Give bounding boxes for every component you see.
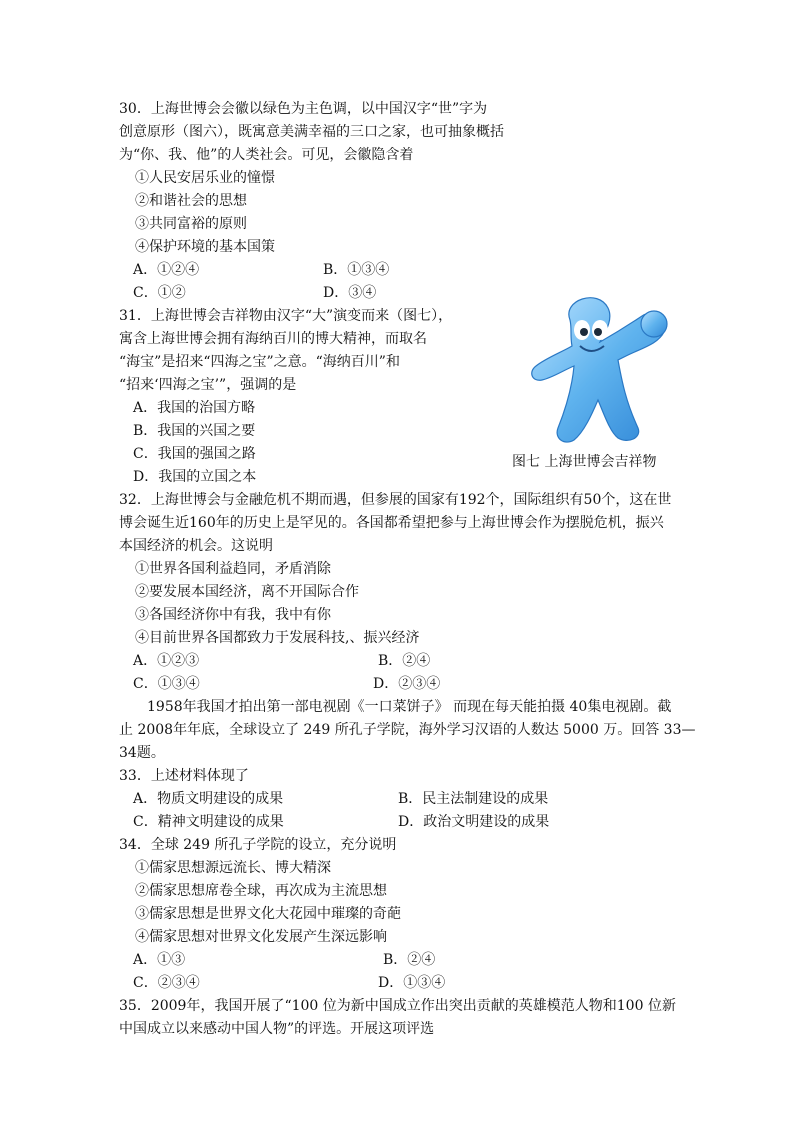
q32-option-c: C．①③④ (133, 676, 200, 692)
q34-item-2: ②儒家思想席卷全球，再次成为主流思想 (135, 883, 387, 899)
q32-item-3: ③各国经济你中有我，我中有你 (135, 607, 331, 623)
q33-option-b: B．民主法制建设的成果 (398, 791, 549, 807)
q35-stem-line-1: 35．2009年，我国开展了“100 位为新中国成立作出突出贡献的英雄模范人物和100 位新 (119, 998, 676, 1014)
q34-item-1: ①儒家思想源远流长、博大精深 (135, 860, 331, 876)
q32-stem-line-2: 博会诞生近160年的历史上是罕见的。各国都希望把参与上海世博会作为摆脱危机，振兴 (119, 515, 664, 531)
q30-option-d: D．③④ (323, 285, 377, 301)
q30-item-2: ②和谐社会的思想 (135, 193, 247, 209)
q31-option-c: C．我国的强国之路 (133, 446, 256, 462)
q33-option-a: A．物质文明建设的成果 (133, 791, 284, 807)
q33-option-d: D．政治文明建设的成果 (398, 814, 550, 830)
q32-item-2: ②要发展本国经济，离不开国际合作 (135, 584, 359, 600)
material-line-3: 34题。 (119, 745, 165, 761)
material-line-2: 止 2008年年底，全球设立了 249 所孔子学院，海外学习汉语的人数达 5000 万。回答 33— (119, 722, 696, 738)
q30-stem-line-2: 创意原形（图六），既寓意美满幸福的三口之家，也可抽象概括 (119, 124, 504, 140)
q32-stem-line-3: 本国经济的机会。这说明 (119, 538, 273, 554)
q31-option-b: B．我国的兴国之要 (133, 423, 256, 439)
q34-option-a: A．①③ (133, 952, 186, 968)
q30-item-3: ③共同富裕的原则 (135, 216, 247, 232)
q31-stem-line-1: 31．上海世博会吉祥物由汉字“大”演变而来（图七）， (119, 308, 453, 324)
q30-item-4: ④保护环境的基本国策 (135, 239, 275, 255)
q32-option-b: B．②④ (378, 653, 431, 669)
q32-item-4: ④目前世界各国都致力于发展科技,、振兴经济 (135, 630, 420, 646)
q34-item-3: ③儒家思想是世界文化大花园中璀璨的奇葩 (135, 906, 401, 922)
material-line-1: 1958年我国才拍出第一部电视剧《一口菜饼子》 而现在每天能拍摄 40集电视剧。截 (147, 699, 672, 715)
q32-option-d: D．②③④ (373, 676, 441, 692)
q34-option-c: C．②③④ (133, 975, 200, 991)
q34-option-d: D．①③④ (378, 975, 446, 991)
q31-option-d: D．我国的立国之本 (133, 469, 257, 485)
q32-stem-line-1: 32．上海世博会与金融危机不期而遇，但参展的国家有192个，国际组织有50个，这在世 (119, 492, 672, 508)
q30-option-b: B．①③④ (323, 262, 390, 278)
q31-option-a: A．我国的治国方略 (133, 400, 256, 416)
q31-stem-line-2: 寓含上海世博会拥有海纳百川的博大精神，而取名 (119, 331, 427, 347)
q34-stem: 34．全球 249 所孔子学院的设立，充分说明 (119, 837, 397, 853)
q31-stem-line-4: “招来‘四海之宝’”，强调的是 (119, 377, 297, 393)
q30-option-a: A．①②④ (133, 262, 200, 278)
mascot-figure (518, 290, 676, 446)
mascot-caption: 图七 上海世博会吉祥物 (512, 454, 657, 470)
q30-option-c: C．①② (133, 285, 186, 301)
q30-stem-line-1: 30．上海世博会会徽以绿色为主色调，以中国汉字“世”字为 (119, 101, 488, 117)
q34-option-b: B．②④ (383, 952, 436, 968)
q30-stem-line-3: 为“你、我、他”的人类社会。可见，会徽隐含着 (119, 147, 414, 163)
q33-stem: 33．上述材料体现了 (119, 768, 249, 784)
q34-item-4: ④儒家思想对世界文化发展产生深远影响 (135, 929, 387, 945)
q30-item-1: ①人民安居乐业的憧憬 (135, 170, 275, 186)
q32-item-1: ①世界各国利益趋同，矛盾消除 (135, 561, 331, 577)
q33-option-c: C．精神文明建设的成果 (133, 814, 284, 830)
q31-stem-line-3: “海宝”是招来“四海之宝”之意。“海纳百川”和 (119, 354, 400, 370)
q32-option-a: A．①②③ (133, 653, 200, 669)
q35-stem-line-2: 中国成立以来感动中国人物”的评选。开展这项评选 (119, 1021, 435, 1037)
